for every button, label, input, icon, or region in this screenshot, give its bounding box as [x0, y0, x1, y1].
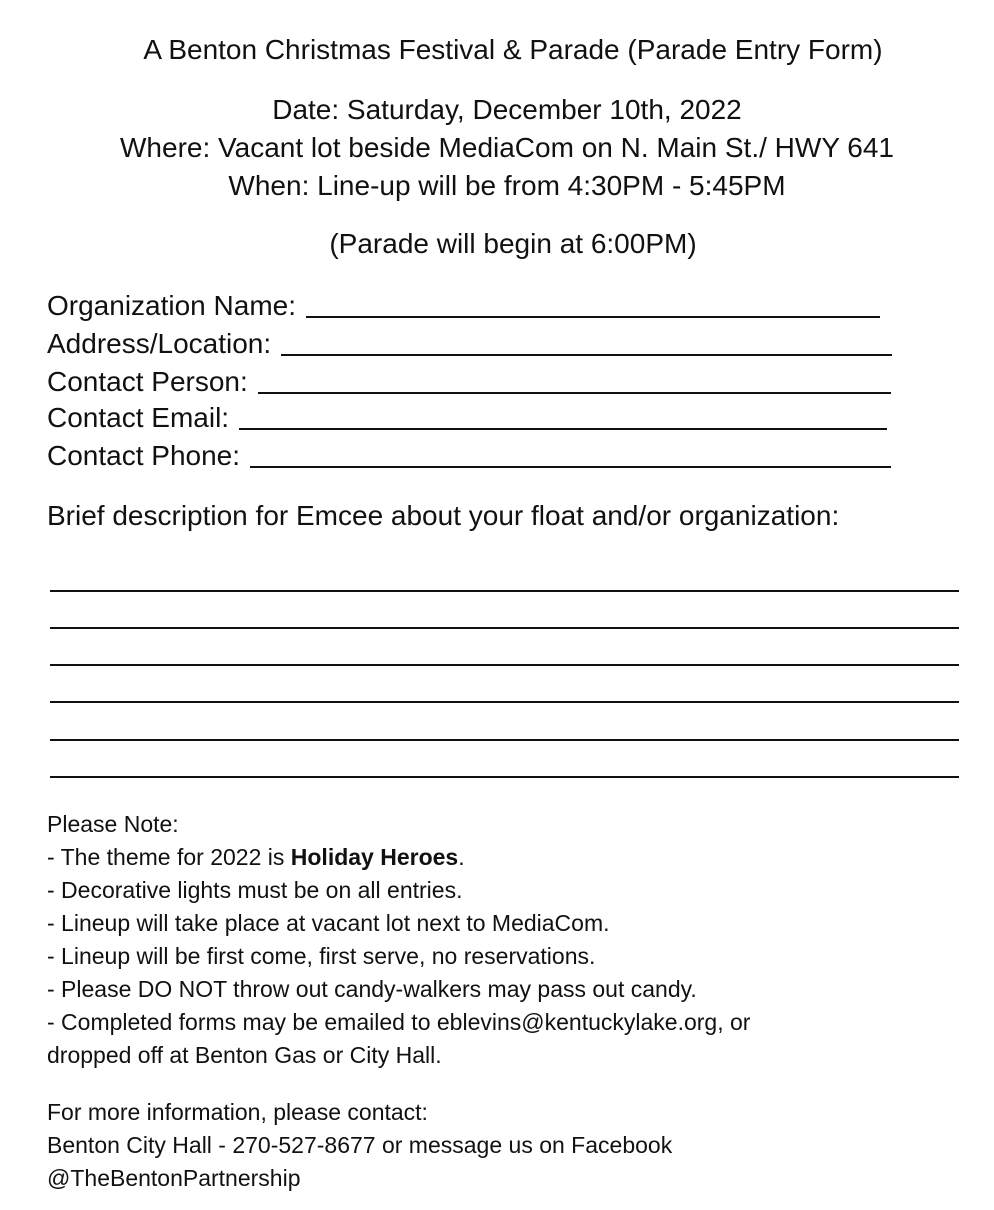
contact-heading: For more information, please contact:	[47, 1099, 428, 1125]
note-item: - Please DO NOT throw out candy-walkers may pass out candy.	[47, 976, 697, 1002]
contact-section	[47, 1096, 672, 1195]
note-item: - Lineup will be first come, first serve, no reservations.	[47, 943, 596, 969]
theme-note-suffix: .	[458, 844, 465, 870]
theme-note-prefix: - The theme for 2022 is	[47, 844, 291, 870]
note-item: - Lineup will take place at vacant lot next to MediaCom.	[47, 910, 610, 936]
contact-phone-field[interactable]	[47, 436, 891, 472]
contact-person-field[interactable]	[47, 362, 891, 398]
facebook-handle: @TheBentonPartnership	[47, 1165, 301, 1191]
note-item: dropped off at Benton Gas or City Hall.	[47, 1042, 442, 1068]
note-item: - Decorative lights must be on all entries.	[47, 877, 463, 903]
theme-name: Holiday Heroes	[290, 844, 459, 870]
form-title: A Benton Christmas Festival & Parade (Parade Entry Form)	[143, 34, 883, 65]
note-item: - Completed forms may be emailed to eblevins@kentuckylake.org, or	[47, 1009, 751, 1035]
address-location-blank[interactable]	[281, 353, 892, 356]
description-line[interactable]	[50, 701, 959, 703]
address-location-field[interactable]	[47, 324, 892, 360]
lineup-time: When: Line-up will be from 4:30PM - 5:45PM	[228, 170, 786, 201]
description-prompt: Brief description for Emcee about your float and/or organization:	[47, 500, 840, 531]
organization-name-blank[interactable]	[306, 315, 880, 318]
address-location-label: Address/Location:	[47, 328, 272, 359]
contact-person-label: Contact Person:	[47, 366, 248, 397]
contact-email-label: Contact Email:	[47, 402, 230, 433]
contact-line: Benton City Hall - 270-527-8677 or message us on Facebook	[47, 1132, 673, 1158]
contact-person-blank[interactable]	[258, 391, 891, 394]
contact-phone-label: Contact Phone:	[47, 440, 241, 471]
parade-start-time: (Parade will begin at 6:00PM)	[329, 228, 697, 259]
event-date: Date: Saturday, December 10th, 2022	[272, 94, 742, 125]
organization-name-field[interactable]	[47, 286, 880, 322]
theme-note	[47, 841, 750, 874]
description-line[interactable]	[50, 776, 959, 778]
description-line[interactable]	[50, 739, 959, 741]
event-location: Where: Vacant lot beside MediaCom on N. Main St./ HWY 641	[120, 132, 894, 163]
notes-section	[47, 808, 750, 1072]
notes-heading: Please Note:	[47, 811, 179, 837]
contact-email-field[interactable]	[47, 398, 887, 434]
description-line[interactable]	[50, 664, 959, 666]
description-line[interactable]	[50, 627, 959, 629]
description-line[interactable]	[50, 590, 959, 592]
contact-email-blank[interactable]	[239, 427, 887, 430]
organization-name-label: Organization Name:	[47, 290, 297, 321]
contact-phone-blank[interactable]	[250, 465, 891, 468]
